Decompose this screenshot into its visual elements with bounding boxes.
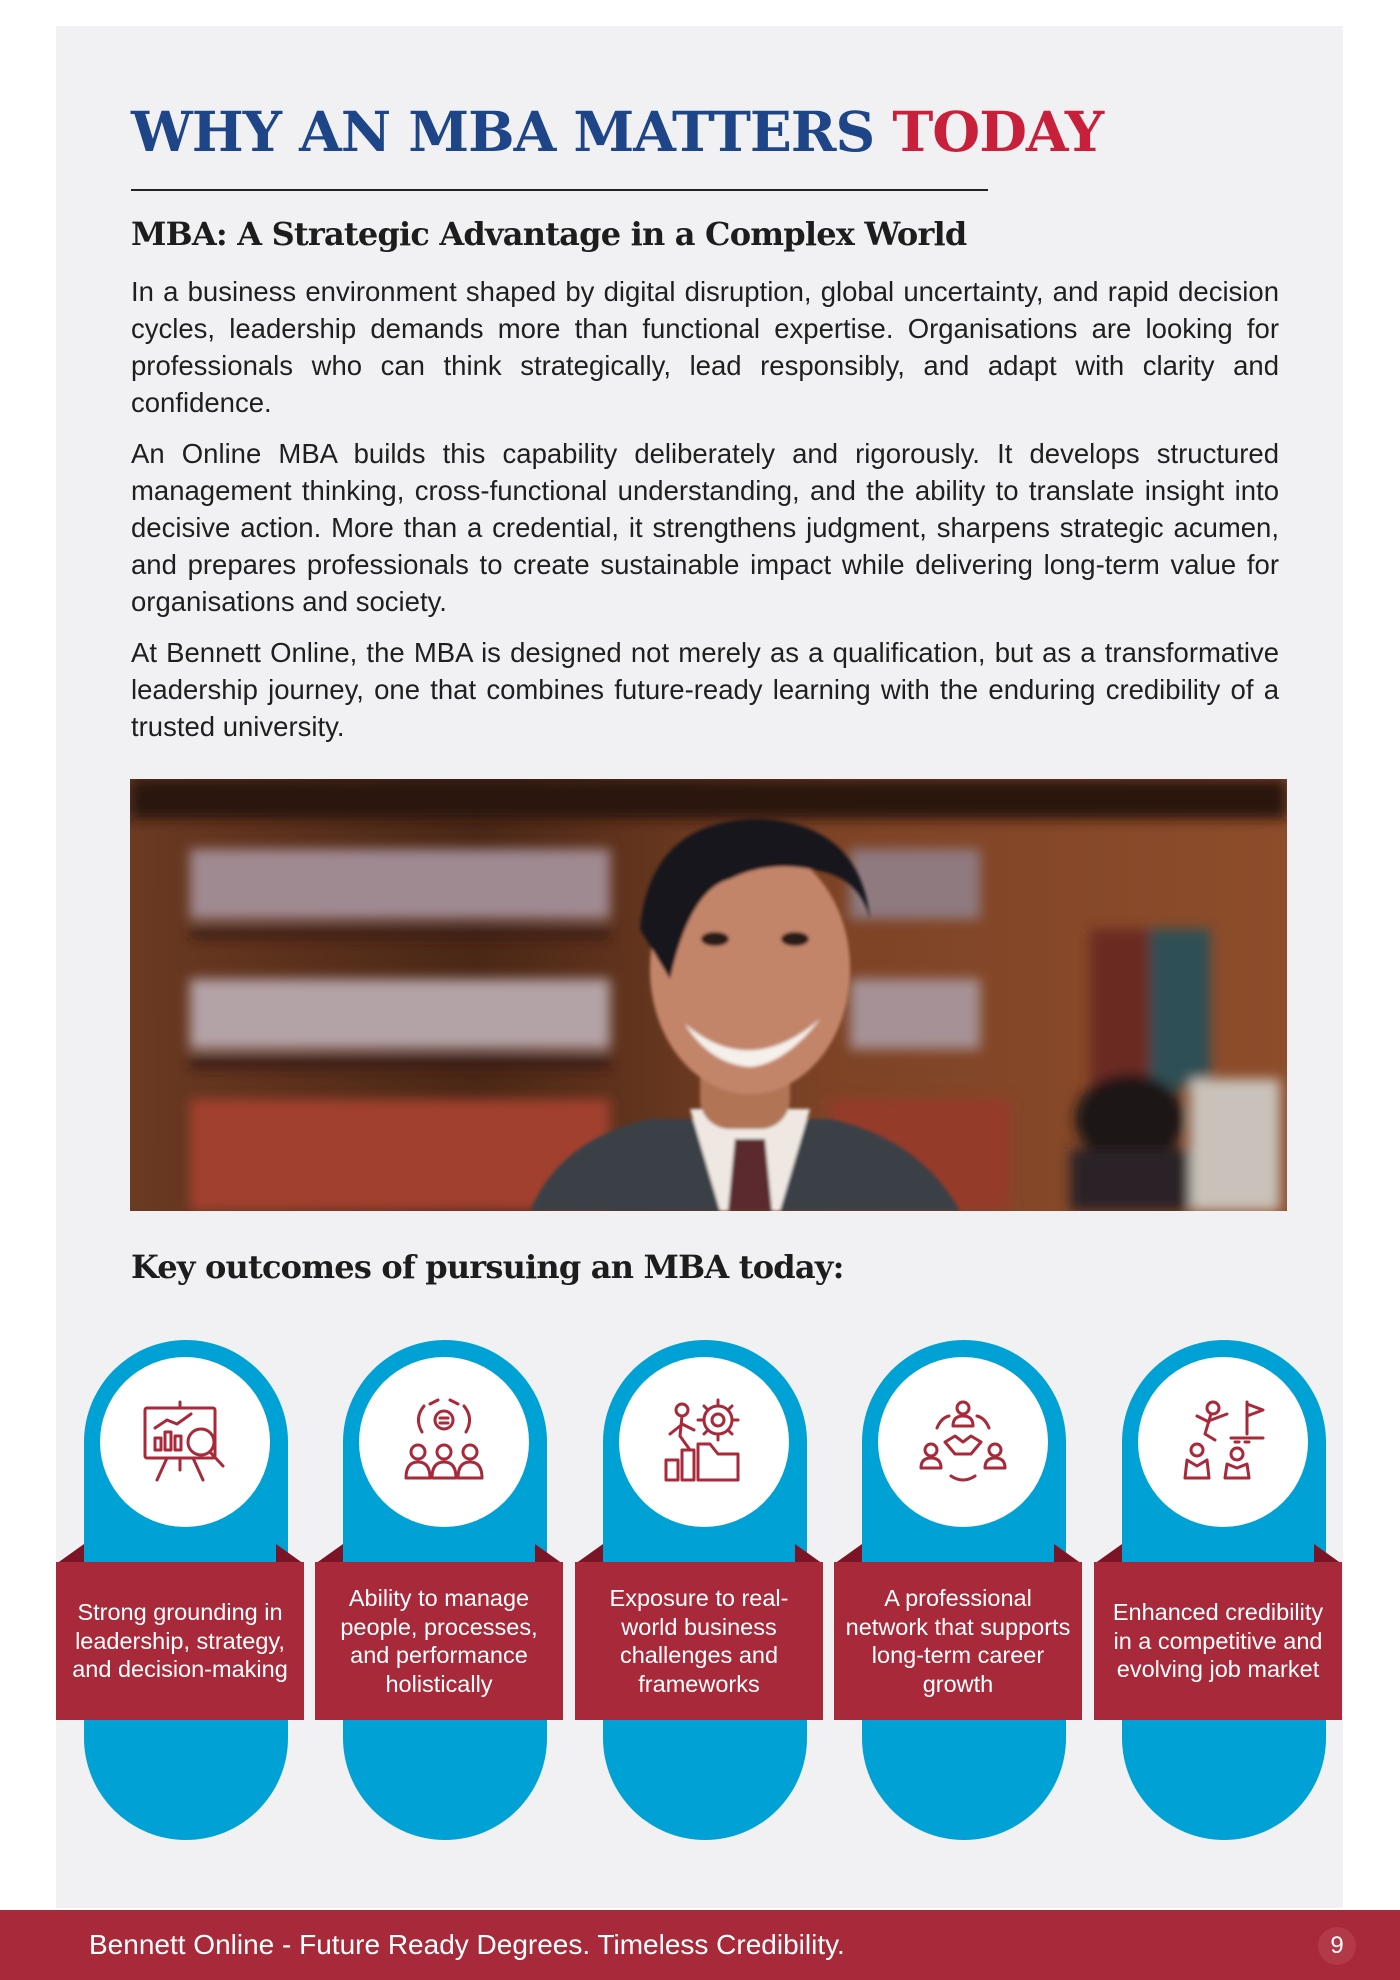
outcome-label: Strong grounding in leadership, strategy, and decision-making — [56, 1562, 304, 1720]
icon-circle — [878, 1357, 1048, 1527]
icon-circle — [100, 1357, 270, 1527]
outcome-card — [56, 1340, 304, 1840]
outcome-label: Ability to manage people, processes, and performance holistically — [315, 1562, 563, 1720]
icon-circle — [359, 1357, 529, 1527]
outcomes-title: Key outcomes of pursuing an MBA today: — [131, 1248, 844, 1286]
paragraph: At Bennett Online, the MBA is designed not merely as a qualification, but as a transformative leadership journey, one that combines future-ready learning with the enduring credibility of a trusted university. — [131, 637, 1279, 742]
outcome-label: A professional network that supports long-term career growth — [834, 1562, 1082, 1720]
outcome-card — [834, 1340, 1082, 1840]
title-divider — [131, 189, 988, 191]
icon-circle — [1138, 1357, 1308, 1527]
footer-tagline: Bennett Online - Future Ready Degrees. Timeless Credibility. — [89, 1929, 845, 1960]
outcome-label: Exposure to real-world business challenges and frameworks — [575, 1562, 823, 1720]
outcome-card — [315, 1340, 563, 1840]
paragraph: In a business environment shaped by digital disruption, global uncertainty, and rapid decision cycles, leadership demands more than functional expertise. Organisations are looking for professionals who can think strategically, lead responsibly, and adapt with clarity and confidence. — [131, 276, 1279, 418]
page-title — [131, 96, 1103, 168]
title-accent: TODAY — [892, 99, 1104, 164]
paragraph: An Online MBA builds this capability deliberately and rigorously. It develops structured management thinking, cross-functional understanding, and the ability to translate insight into decisive action. More than a credential, it strengthens judgment, sharpens strategic acumen, and prepares professionals to create sustainable impact while delivering long-term value for organisations and society. — [131, 438, 1279, 617]
outcome-label: Enhanced credibility in a competitive and evolving job market — [1094, 1562, 1342, 1720]
handshake-network-icon — [915, 1394, 1011, 1490]
outcome-card — [575, 1340, 823, 1840]
body-text — [131, 273, 1279, 759]
section-subtitle: MBA: A Strategic Advantage in a Complex World — [131, 215, 967, 253]
growth-gear-icon — [656, 1394, 752, 1490]
hero-photo — [130, 779, 1287, 1211]
page-number: 9 — [1318, 1927, 1356, 1965]
team-process-icon — [396, 1394, 492, 1490]
summit-flag-icon — [1175, 1394, 1271, 1490]
icon-circle — [619, 1357, 789, 1527]
outcome-card — [1094, 1340, 1342, 1840]
title-main: WHY AN MBA MATTERS — [131, 99, 875, 164]
page-footer — [0, 1910, 1400, 1980]
presentation-analysis-icon — [137, 1394, 233, 1490]
